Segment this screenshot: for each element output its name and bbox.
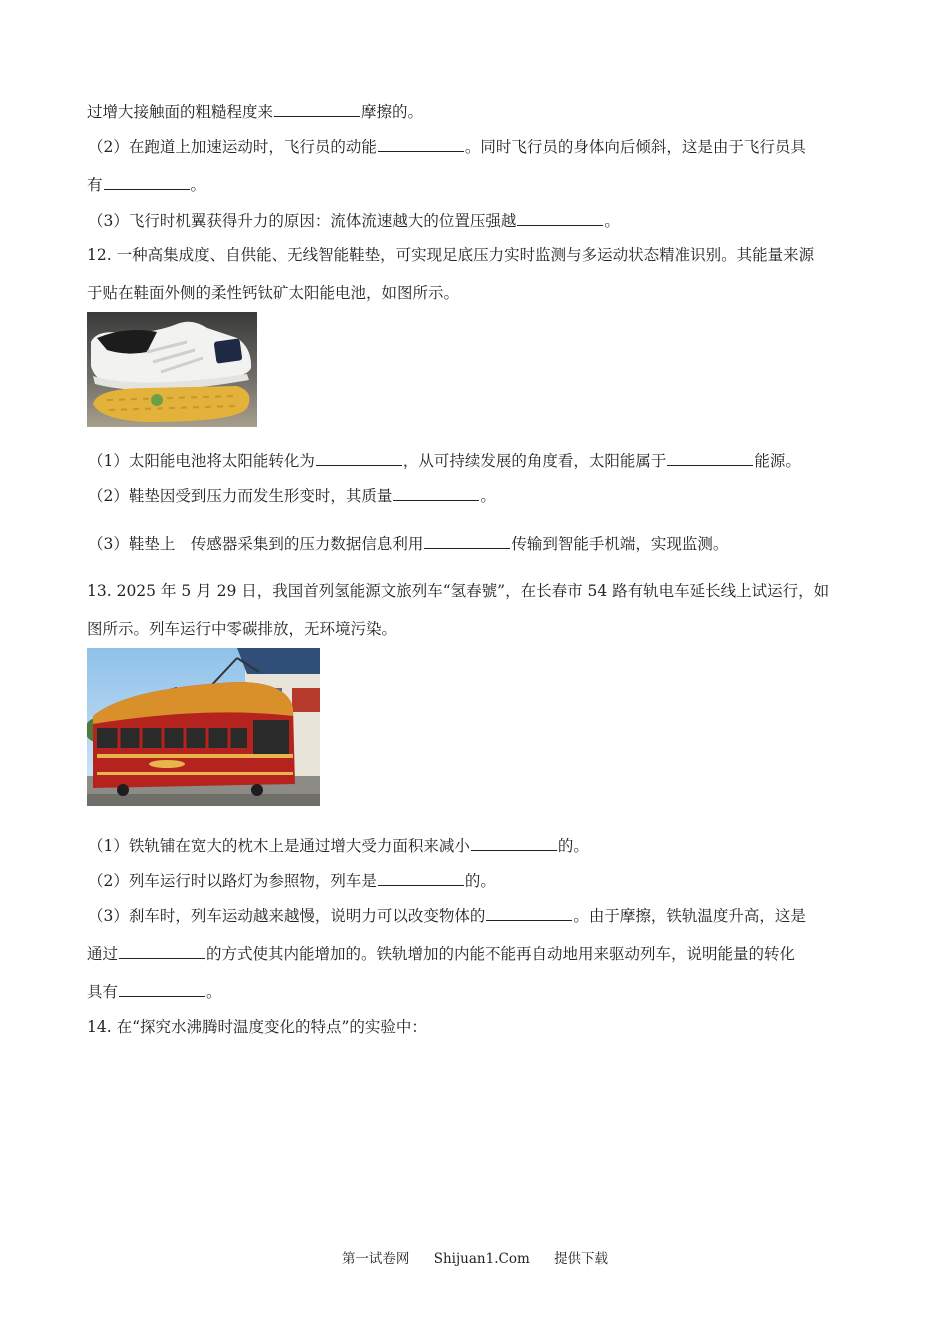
q12-part-3: [88, 534, 728, 554]
q11-p2-mid: 。同时飞行员的身体向后倾斜，这是由于飞行员具: [464, 138, 806, 156]
q13-p3-c2-pre: 通过: [87, 945, 119, 963]
q11-part-3: [88, 211, 620, 231]
q11-p3-end: 。: [604, 212, 620, 230]
tram-illustration: [87, 648, 320, 806]
q12-stem-line-1: 12. 一种高集成度、自供能、无线智能鞋垫，可实现足底压力实时监测与多运动状态精准识别。其能量来源: [87, 246, 815, 264]
footer-note: 提供下载: [554, 1251, 609, 1267]
q12-p1-end: 能源。: [754, 452, 801, 470]
answer-blank: [378, 871, 464, 886]
q11-p2-text: （2）在跑道上加速运动时，飞行员的动能: [88, 138, 377, 156]
shoe-insole-photo: [87, 312, 257, 427]
answer-blank: [517, 211, 603, 226]
q13-p3-c3-end: 。: [206, 983, 222, 1001]
answer-blank: [274, 102, 360, 117]
q12-p2-end: 。: [480, 487, 496, 505]
q13-stem-line-2: 图所示。列车运行中零碳排放，无环境污染。: [87, 620, 398, 638]
q13-stem-line-1: 13. 2025 年 5 月 29 日，我国首列氢能源文旅列车“氢春號”，在长春市 54 路有轨电车延长线上试运行，如: [87, 582, 830, 600]
q11-part-2: [88, 137, 806, 157]
answer-blank: [424, 534, 510, 549]
answer-blank: [316, 451, 402, 466]
hydrogen-tram-photo: [87, 648, 320, 806]
footer-site-cn: 第一试卷网: [341, 1251, 410, 1267]
q13-part-1: [88, 836, 589, 856]
q11-p2-end: 。: [190, 176, 207, 194]
q13-p1-end: 的。: [557, 837, 589, 855]
q13-part-3-cont-2: [87, 982, 222, 1002]
q13-part-3-cont-1: [87, 944, 795, 964]
q12-part-2: [88, 486, 496, 506]
q13-part-2: [88, 871, 496, 891]
answer-blank: [393, 486, 479, 501]
page-footer: [0, 1247, 950, 1267]
q12-p2-text: （2）鞋垫因受到压力而发生形变时，其质量: [88, 487, 393, 505]
q11-p2-cont: 有: [87, 176, 103, 194]
q11-line-a-text: 过增大接触面的粗糙程度来: [87, 103, 274, 121]
q13-p2-text: （2）列车运行时以路灯为参照物，列车是: [88, 872, 377, 890]
answer-blank: [378, 137, 464, 152]
answer-blank: [667, 451, 753, 466]
q11-p3-text: （3）飞行时机翼获得升力的原因：流体流速越大的位置压强越: [88, 212, 517, 230]
q13-p3-mid: 。由于摩擦，铁轨温度升高，这是: [573, 907, 806, 925]
q12-p3-end: 传输到智能手机端，实现监测。: [511, 535, 729, 553]
q11-line-a-end: 摩擦的。: [361, 103, 424, 121]
q12-p1-text: （1）太阳能电池将太阳能转化为: [88, 452, 315, 470]
q11-line-a: [87, 102, 423, 122]
answer-blank: [104, 175, 190, 190]
q13-p1-text: （1）铁轨铺在宽大的枕木上是通过增大受力面积来减小: [88, 837, 470, 855]
q12-part-1: [88, 451, 801, 471]
q11-part-2-cont: [87, 175, 206, 195]
q14-stem: 14. 在“探究水沸腾时温度变化的特点”的实验中：: [87, 1018, 427, 1036]
q13-p3-c2-mid: 的方式使其内能增加的。铁轨增加的内能不能再自动地用来驱动列车，说明能量的转化: [206, 945, 796, 963]
q13-part-3: [88, 906, 806, 926]
q13-p3-c3-pre: 具有: [87, 983, 119, 1001]
answer-blank: [119, 944, 205, 959]
q13-p2-end: 的。: [464, 872, 496, 890]
shoe-insole-illustration: [87, 312, 257, 427]
q12-p1-mid: ，从可持续发展的角度看，太阳能属于: [402, 452, 667, 470]
footer-site-en: Shijuan1.Com: [433, 1251, 530, 1267]
answer-blank: [119, 982, 205, 997]
answer-blank: [486, 906, 572, 921]
q12-stem-line-2: 于贴在鞋面外侧的柔性钙钛矿太阳能电池，如图所示。: [87, 284, 460, 302]
answer-blank: [471, 836, 557, 851]
q13-p3-text: （3）刹车时，列车运动越来越慢，说明力可以改变物体的: [88, 907, 486, 925]
q12-p3-text: （3）鞋垫上 传感器采集到的压力数据信息利用: [88, 535, 424, 553]
